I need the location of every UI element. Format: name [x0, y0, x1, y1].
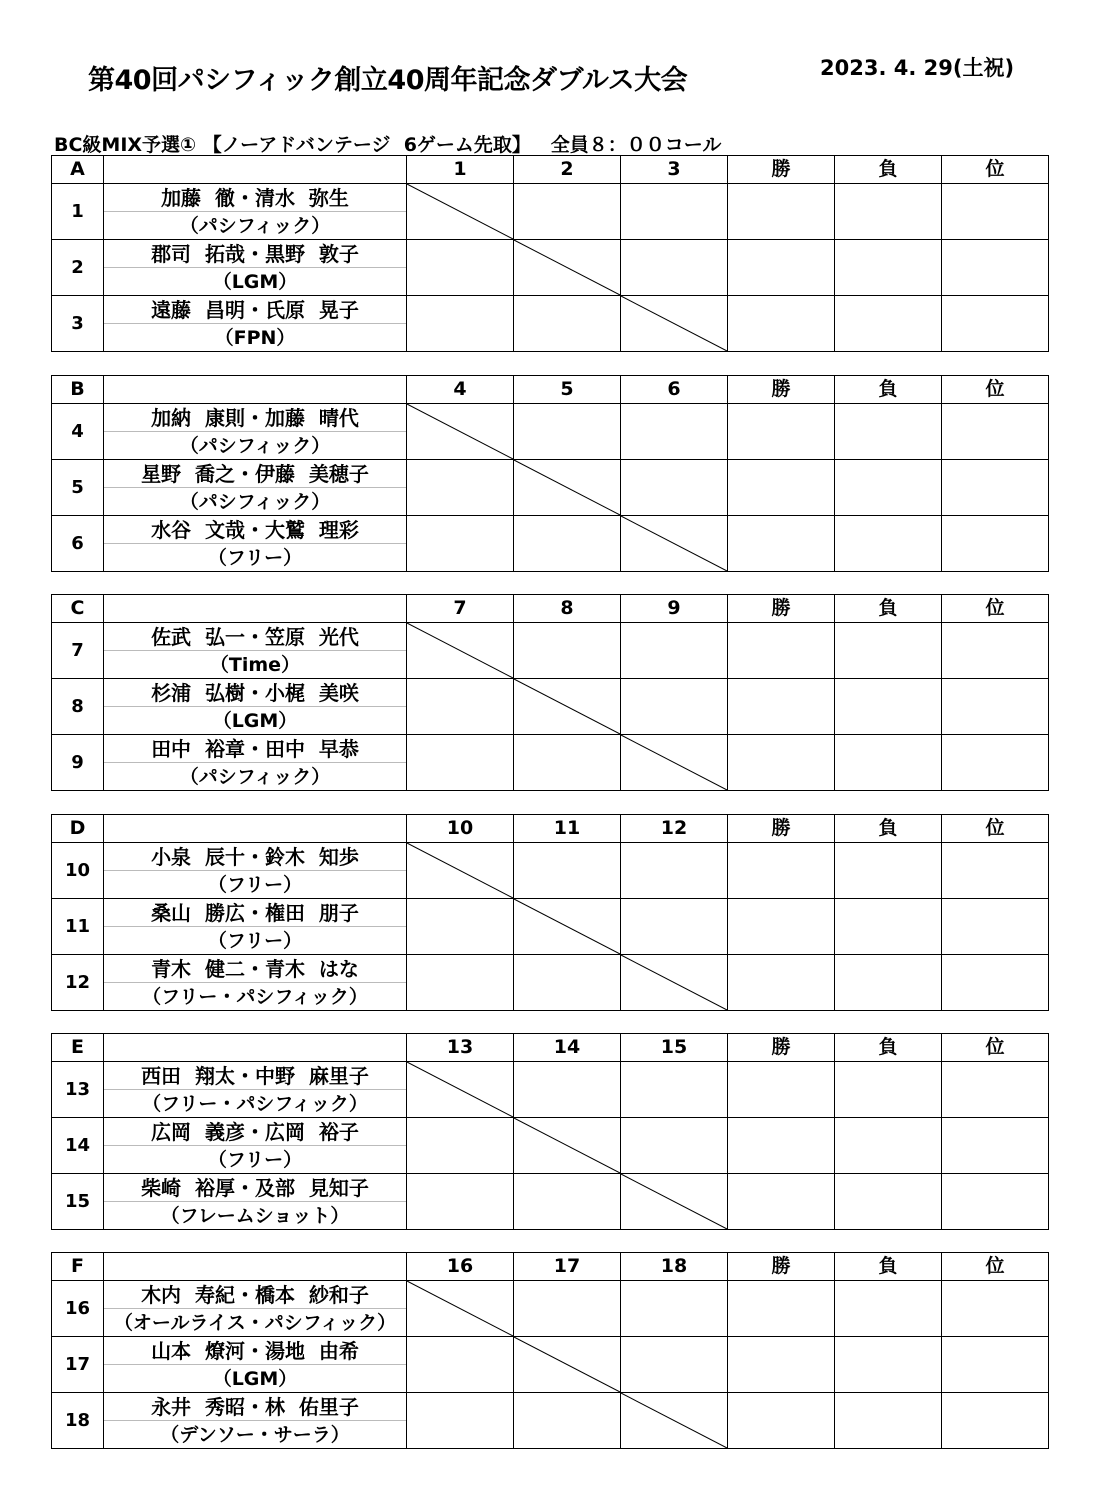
player-pair: 西田 翔太・中野 麻里子 [104, 1062, 406, 1090]
diagonal-line [621, 955, 727, 1010]
score-cell [514, 843, 621, 899]
score-cell [621, 1118, 728, 1174]
diagonal-cell [407, 623, 514, 679]
score-cell [514, 404, 621, 460]
score-cell [514, 1062, 621, 1118]
league-table-e [51, 1033, 1100, 1230]
player-pair: 柴崎 裕厚・及部 見知子 [104, 1174, 406, 1202]
diagonal-cell [621, 735, 728, 791]
team-name: （フリー・パシフィック） [142, 1093, 368, 1115]
entry-number: 16 [52, 1281, 104, 1337]
league-table-f [51, 1252, 1100, 1449]
win-header: 勝 [728, 156, 835, 184]
player-cell [104, 955, 407, 1011]
header-blank [104, 595, 407, 623]
diagonal-line [514, 1118, 620, 1173]
diagonal-cell [514, 679, 621, 735]
entry-number: 3 [52, 296, 104, 352]
win-header: 勝 [728, 1253, 835, 1281]
table-row [52, 404, 1100, 460]
loss-header: 負 [835, 815, 942, 843]
player-cell [104, 1337, 407, 1393]
opponent-number-header: 12 [621, 815, 728, 843]
diagonal-line [621, 1174, 727, 1229]
win-header: 勝 [728, 1034, 835, 1062]
player-cell [104, 735, 407, 791]
loss-cell [835, 1174, 942, 1230]
score-cell [514, 735, 621, 791]
player-cell [104, 240, 407, 296]
win-cell [728, 899, 835, 955]
win-cell [728, 184, 835, 240]
rank-cell [942, 679, 1049, 735]
entry-number: 9 [52, 735, 104, 791]
rank-cell [942, 1281, 1049, 1337]
diagonal-line [407, 843, 513, 898]
opponent-number-header: 11 [514, 815, 621, 843]
draw-subtitle: BC級MIX予選① 【ノーアドバンテージ 6ゲーム先取】 全員８：００コール [54, 134, 722, 156]
win-cell [728, 516, 835, 572]
win-cell [728, 1118, 835, 1174]
win-header: 勝 [728, 815, 835, 843]
diagonal-cell [621, 516, 728, 572]
team-name: （LGM） [212, 710, 298, 732]
team-name: （パシフィック） [179, 766, 331, 788]
win-cell [728, 1174, 835, 1230]
opponent-number-header: 15 [621, 1034, 728, 1062]
diagonal-line [621, 296, 727, 351]
diagonal-cell [621, 1174, 728, 1230]
team-name: （FPN） [214, 327, 296, 349]
win-cell [728, 404, 835, 460]
win-cell [728, 296, 835, 352]
team-name: （デンソー・サーラ） [160, 1424, 350, 1446]
table-row [52, 1118, 1100, 1174]
player-cell [104, 516, 407, 572]
opponent-number-header: 10 [407, 815, 514, 843]
score-cell [407, 679, 514, 735]
score-cell [407, 955, 514, 1011]
diagonal-cell [407, 1281, 514, 1337]
score-cell [514, 296, 621, 352]
page-title: 第40回パシフィック創立40周年記念ダブルス大会 [88, 65, 688, 96]
rank-cell [942, 516, 1049, 572]
score-cell [621, 899, 728, 955]
team-name: （パシフィック） [179, 491, 331, 513]
opponent-number-header: 3 [621, 156, 728, 184]
table-row [52, 843, 1100, 899]
diagonal-cell [407, 1062, 514, 1118]
score-cell [407, 899, 514, 955]
rank-cell [942, 899, 1049, 955]
rank-cell [942, 1062, 1049, 1118]
diagonal-cell [407, 843, 514, 899]
header-blank [104, 815, 407, 843]
table-row [52, 1393, 1100, 1449]
diagonal-cell [621, 955, 728, 1011]
loss-cell [835, 184, 942, 240]
rank-header: 位 [942, 156, 1049, 184]
score-cell [621, 1062, 728, 1118]
loss-cell [835, 679, 942, 735]
rank-cell [942, 460, 1049, 516]
opponent-number-header: 5 [514, 376, 621, 404]
rank-cell [942, 955, 1049, 1011]
rank-cell [942, 404, 1049, 460]
rank-cell [942, 843, 1049, 899]
player-pair: 小泉 辰十・鈴木 知歩 [104, 843, 406, 871]
win-header: 勝 [728, 595, 835, 623]
win-cell [728, 460, 835, 516]
rank-header: 位 [942, 1253, 1049, 1281]
entry-number: 17 [52, 1337, 104, 1393]
table-row [52, 1281, 1100, 1337]
player-pair: 星野 喬之・伊藤 美穂子 [104, 460, 406, 488]
player-pair: 加藤 徹・清水 弥生 [104, 184, 406, 212]
rank-cell [942, 296, 1049, 352]
diagonal-line [407, 1281, 513, 1336]
team-name: （フリー） [207, 930, 303, 952]
league-table-b [51, 375, 1100, 572]
win-cell [728, 240, 835, 296]
entry-number: 13 [52, 1062, 104, 1118]
rank-cell [942, 1174, 1049, 1230]
loss-cell [835, 623, 942, 679]
loss-cell [835, 516, 942, 572]
score-cell [621, 460, 728, 516]
table-row [52, 955, 1100, 1011]
loss-cell [835, 1062, 942, 1118]
team-name: （フレームショット） [160, 1205, 350, 1227]
loss-cell [835, 735, 942, 791]
diagonal-cell [514, 1337, 621, 1393]
diagonal-cell [514, 899, 621, 955]
team-name: （フリー） [207, 547, 303, 569]
diagonal-line [514, 679, 620, 734]
loss-header: 負 [835, 1034, 942, 1062]
rank-cell [942, 1393, 1049, 1449]
score-cell [407, 735, 514, 791]
group-label: C [52, 595, 104, 623]
player-cell [104, 899, 407, 955]
loss-cell [835, 1281, 942, 1337]
player-pair: 田中 裕章・田中 早恭 [104, 735, 406, 763]
player-cell [104, 184, 407, 240]
loss-cell [835, 460, 942, 516]
player-pair: 木内 寿紀・橋本 紗和子 [104, 1281, 406, 1309]
score-cell [514, 516, 621, 572]
diagonal-line [407, 1062, 513, 1117]
header-blank [104, 1253, 407, 1281]
score-cell [514, 184, 621, 240]
score-cell [621, 240, 728, 296]
diagonal-line [514, 1337, 620, 1392]
player-cell [104, 1174, 407, 1230]
player-cell [104, 1118, 407, 1174]
diagonal-cell [514, 240, 621, 296]
loss-header: 負 [835, 376, 942, 404]
loss-cell [835, 404, 942, 460]
win-cell [728, 843, 835, 899]
player-cell [104, 460, 407, 516]
opponent-number-header: 18 [621, 1253, 728, 1281]
win-header: 勝 [728, 376, 835, 404]
opponent-number-header: 4 [407, 376, 514, 404]
opponent-number-header: 17 [514, 1253, 621, 1281]
score-cell [407, 460, 514, 516]
entry-number: 7 [52, 623, 104, 679]
header-blank [104, 1034, 407, 1062]
diagonal-cell [407, 184, 514, 240]
loss-header: 負 [835, 156, 942, 184]
win-cell [728, 1393, 835, 1449]
player-cell [104, 679, 407, 735]
diagonal-cell [514, 1118, 621, 1174]
score-cell [621, 623, 728, 679]
table-row [52, 1174, 1100, 1230]
team-name: （Time） [209, 654, 301, 676]
opponent-number-header: 14 [514, 1034, 621, 1062]
player-cell [104, 1281, 407, 1337]
opponent-number-header: 6 [621, 376, 728, 404]
player-cell [104, 1062, 407, 1118]
opponent-number-header: 9 [621, 595, 728, 623]
diagonal-line [621, 1393, 727, 1448]
score-cell [621, 184, 728, 240]
entry-number: 5 [52, 460, 104, 516]
win-cell [728, 735, 835, 791]
entry-number: 6 [52, 516, 104, 572]
score-cell [514, 623, 621, 679]
player-pair: 加納 康則・加藤 晴代 [104, 404, 406, 432]
player-pair: 遠藤 昌明・氏原 晃子 [104, 296, 406, 324]
diagonal-line [514, 899, 620, 954]
score-cell [407, 296, 514, 352]
player-pair: 広岡 義彦・広岡 裕子 [104, 1118, 406, 1146]
score-cell [514, 955, 621, 1011]
score-cell [407, 516, 514, 572]
entry-number: 18 [52, 1393, 104, 1449]
diagonal-line [407, 623, 513, 678]
loss-header: 負 [835, 595, 942, 623]
team-name: （パシフィック） [179, 435, 331, 457]
win-cell [728, 679, 835, 735]
loss-cell [835, 1118, 942, 1174]
table-row [52, 184, 1100, 240]
table-row [52, 679, 1100, 735]
table-row [52, 516, 1100, 572]
rank-cell [942, 1118, 1049, 1174]
league-table-d [51, 814, 1100, 1011]
group-label: B [52, 376, 104, 404]
player-pair: 桑山 勝広・権田 朋子 [104, 899, 406, 927]
player-cell [104, 404, 407, 460]
diagonal-line [407, 184, 513, 239]
table-row [52, 240, 1100, 296]
win-cell [728, 1281, 835, 1337]
score-cell [407, 240, 514, 296]
group-label: E [52, 1034, 104, 1062]
player-pair: 山本 燎河・湯地 由希 [104, 1337, 406, 1365]
loss-cell [835, 1393, 942, 1449]
table-row [52, 899, 1100, 955]
opponent-number-header: 16 [407, 1253, 514, 1281]
team-name: （フリー・パシフィック） [142, 986, 368, 1008]
diagonal-cell [621, 296, 728, 352]
player-cell [104, 623, 407, 679]
player-cell [104, 843, 407, 899]
player-pair: 水谷 文哉・大鷲 理彩 [104, 516, 406, 544]
score-cell [514, 1174, 621, 1230]
opponent-number-header: 13 [407, 1034, 514, 1062]
win-cell [728, 1337, 835, 1393]
table-row [52, 460, 1100, 516]
rank-cell [942, 623, 1049, 679]
rank-header: 位 [942, 376, 1049, 404]
team-name: （LGM） [212, 1368, 298, 1390]
entry-number: 1 [52, 184, 104, 240]
diagonal-line [407, 404, 513, 459]
table-row [52, 1062, 1100, 1118]
team-name: （フリー） [207, 1149, 303, 1171]
group-label: D [52, 815, 104, 843]
diagonal-cell [514, 460, 621, 516]
score-cell [514, 1393, 621, 1449]
score-cell [621, 404, 728, 460]
diagonal-cell [621, 1393, 728, 1449]
player-pair: 永井 秀昭・林 佑里子 [104, 1393, 406, 1421]
diagonal-line [514, 240, 620, 295]
loss-cell [835, 899, 942, 955]
score-cell [621, 1337, 728, 1393]
win-cell [728, 955, 835, 1011]
player-cell [104, 296, 407, 352]
team-name: （パシフィック） [179, 215, 331, 237]
rank-cell [942, 240, 1049, 296]
rank-cell [942, 184, 1049, 240]
rank-cell [942, 1337, 1049, 1393]
player-pair: 郡司 拓哉・黒野 敦子 [104, 240, 406, 268]
table-row [52, 296, 1100, 352]
team-name: （オールライス・パシフィック） [113, 1312, 397, 1334]
league-table-c [51, 594, 1100, 791]
entry-number: 4 [52, 404, 104, 460]
header-blank [104, 376, 407, 404]
loss-cell [835, 843, 942, 899]
loss-header: 負 [835, 1253, 942, 1281]
loss-cell [835, 955, 942, 1011]
entry-number: 12 [52, 955, 104, 1011]
opponent-number-header: 1 [407, 156, 514, 184]
diagonal-cell [407, 404, 514, 460]
player-pair: 杉浦 弘樹・小梶 美咲 [104, 679, 406, 707]
header-blank [104, 156, 407, 184]
player-pair: 佐武 弘一・笠原 光代 [104, 623, 406, 651]
player-pair: 青木 健二・青木 はな [104, 955, 406, 983]
group-label: F [52, 1253, 104, 1281]
diagonal-line [621, 735, 727, 790]
entry-number: 11 [52, 899, 104, 955]
opponent-number-header: 7 [407, 595, 514, 623]
score-cell [407, 1174, 514, 1230]
rank-header: 位 [942, 815, 1049, 843]
score-cell [621, 679, 728, 735]
table-row [52, 1337, 1100, 1393]
team-name: （LGM） [212, 271, 298, 293]
score-cell [407, 1337, 514, 1393]
score-cell [407, 1393, 514, 1449]
player-cell [104, 1393, 407, 1449]
entry-number: 15 [52, 1174, 104, 1230]
opponent-number-header: 2 [514, 156, 621, 184]
league-table-a [51, 155, 1100, 352]
win-cell [728, 1062, 835, 1118]
score-cell [621, 1281, 728, 1337]
score-cell [621, 843, 728, 899]
score-cell [514, 1281, 621, 1337]
table-row [52, 735, 1100, 791]
loss-cell [835, 296, 942, 352]
entry-number: 2 [52, 240, 104, 296]
entry-number: 8 [52, 679, 104, 735]
opponent-number-header: 8 [514, 595, 621, 623]
score-cell [407, 1118, 514, 1174]
loss-cell [835, 1337, 942, 1393]
group-label: A [52, 156, 104, 184]
win-cell [728, 623, 835, 679]
diagonal-line [621, 516, 727, 571]
loss-cell [835, 240, 942, 296]
rank-cell [942, 735, 1049, 791]
rank-header: 位 [942, 1034, 1049, 1062]
event-date: 2023. 4. 29(土祝) [820, 56, 1015, 80]
table-row [52, 623, 1100, 679]
team-name: （フリー） [207, 874, 303, 896]
entry-number: 14 [52, 1118, 104, 1174]
entry-number: 10 [52, 843, 104, 899]
diagonal-line [514, 460, 620, 515]
rank-header: 位 [942, 595, 1049, 623]
